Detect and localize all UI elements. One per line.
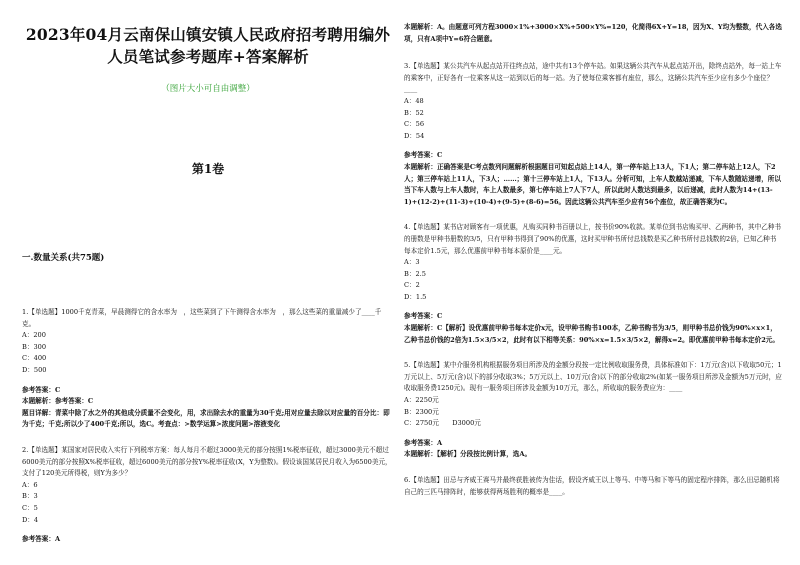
option-d: D：1.5 xyxy=(404,292,427,301)
option-b: B：52 xyxy=(404,108,424,117)
question-4 xyxy=(404,222,782,346)
question-6 xyxy=(404,475,782,498)
option-a: A：48 xyxy=(404,96,424,105)
explanation-body: 本题解析：正确答案是C考点数列问题解析根据题目可知起点站上14人，第一停车站上13人，下1人；第二停车站上12人，下2人；第三停车站上11人，下3人；……；第十三停车站上1人，下13人。分析可知，上车人数越站递减，下车人数随站递增，所以当下车人数与上车人数时，车上人数最多，第七停车站上7人下7人，所以此时人数达到最多，以后递减，此时人数为14+(13-1)+(12-2)+(11-3)+(10-4)+(9-5)+(8-6)=56。因此这辆公共汽车至少应有56个座位，故正确答案为C。 xyxy=(404,162,781,206)
question-stem: 5.【单选题】某中介服务机构根据服务项目所涉及的金额分段按一定比例收取服务费，具体标准如下：1万元(含)以下收取50元；1万元以上、5万元(含)以下的部分收取3%；5万元以上、10万元(含)以下的部分收取2%(如某一服务项目所涉及金额为5万元时，应收取服务费1250元)。现有一服务项目所涉及金额为10万元，那么，所收取的服务费应为：____ xyxy=(404,361,782,393)
question-5 xyxy=(404,360,782,461)
question-2 xyxy=(22,445,394,546)
question-stem: 2.【单选题】某国家对居民收入实行下列税率方案：每人每月不超过3000美元的部分按照1%税率征收，超过3000美元不超过6000美元的部分按照X%税率征收，超过6000美元的部分按Y%税率征收(X，Y为整数)。假设该国某居民月收入为6500美元，支付了120美元所得税，则Y为多少？ xyxy=(22,445,392,478)
section-heading: 一.数量关系(共75题) xyxy=(22,253,105,263)
volume-heading: 第1卷 xyxy=(191,162,225,176)
option-c: C：56 xyxy=(404,120,425,129)
option-c: C：400 xyxy=(22,354,47,363)
answer: 参考答案：C xyxy=(404,151,443,160)
option-b: B：3 xyxy=(22,492,38,501)
answer: 参考答案：A xyxy=(22,535,61,544)
explanation-head: 本题解析：【解析】分段按比例计算，选A。 xyxy=(404,450,532,459)
title-line-1: 2023年04月云南保山镇安镇人民政府招考聘用编外 xyxy=(25,25,391,44)
option-d: D：54 xyxy=(404,131,425,140)
answer: 参考答案：C xyxy=(404,312,443,321)
option-c: C：2 xyxy=(404,281,420,290)
option-a: A：2250元 xyxy=(404,396,439,405)
option-b: B：2.5 xyxy=(404,269,426,278)
option-b: B：300 xyxy=(22,342,47,351)
question-3 xyxy=(404,61,782,208)
option-d: D：4 xyxy=(22,515,39,524)
document-title xyxy=(22,24,394,68)
answer: 参考答案：C xyxy=(22,385,61,394)
explanation-body: 本题解析：C【解析】设优惠前甲种书每本定价x元，设甲种书购书100本，乙种书购书为3/5，则甲种书总价钱为90%×x×1，乙种书总价钱的2倍为1.5×3/5×2，此时有以下相等关系：90%×x=1.5×3/5×2，解得x=2。即优惠前甲种书每本定价2元。 xyxy=(404,324,779,344)
question-stem: 3.【单选题】某公共汽车从起点站开往终点站，途中共有13个停车站。如果这辆公共汽车从起点站开出，除终点站外，每一站上车的乘客中，正好各有一位乘客从这一站到以后的每一站。为了使每位乘客都有座位，那么，这辆公共汽车至少应有多少个座位？____ xyxy=(404,62,782,94)
option-a: A：200 xyxy=(22,331,46,340)
right-column xyxy=(404,0,782,565)
question-stem: 6.【单选题】田忌与齐威王赛马并最终获胜被传为佳话，假设齐威王以上等马、中等马和下等马的固定程序排阵，那么田忌随机将自己的三匹马排阵时，能够获得两场胜利的概率是____。 xyxy=(404,476,780,496)
option-b: B：2300元 xyxy=(404,407,439,416)
left-column xyxy=(22,0,394,565)
subtitle: （图片大小可自由调整） xyxy=(161,84,255,94)
option-a: A：6 xyxy=(22,480,38,489)
q2-explanation: 本题解析：A。由题意可列方程3000×1%+3000×X%+500×Y%=120，化简得6X+Y=18，因为X、Y均为整数，代入各选项，只有A项中Y=6符合题意。 xyxy=(404,23,782,43)
question-stem: 1.【单选题】1000千克青菜，早晨测得它的含水率为 ，这些菜到了下午测得含水率为 ，那么这些菜的重量减少了____千克。 xyxy=(22,308,382,328)
question-stem: 4.【单选题】某书店对顾客有一项优惠，凡购买同种书百册以上，按书价90%收款。某单位到书店购买甲、乙两种书，其中乙种书的册数是甲种书册数的3/5，只有甲种书得到了90%的优惠，这时买甲种书所付总钱数是买乙种书所付总钱数的2倍，已知乙种书每本定价1.5元，那么优惠前甲种书每本原价是____元。 xyxy=(404,223,782,255)
explanation-body: 题目详解：青菜中除了水之外的其他成分质量不会变化，用，求出除去水的重量为30千克;用对应量去除以对应量的百分比：即为千克；千克;所以少了400千克;所以，选C。考查点：>数学运算>浓度问题>溶液变化 xyxy=(22,408,390,429)
option-a: A：3 xyxy=(404,258,420,267)
title-line-2: 人员笔试参考题库+答案解析 xyxy=(107,47,309,66)
option-c: C：2750元 D3000元 xyxy=(404,419,481,428)
question-1 xyxy=(22,307,394,431)
option-d: D：500 xyxy=(22,365,47,374)
explanation-head: 本题解析：参考答案：C xyxy=(22,397,94,406)
answer: 参考答案：A xyxy=(404,438,443,447)
option-c: C：5 xyxy=(22,503,38,512)
